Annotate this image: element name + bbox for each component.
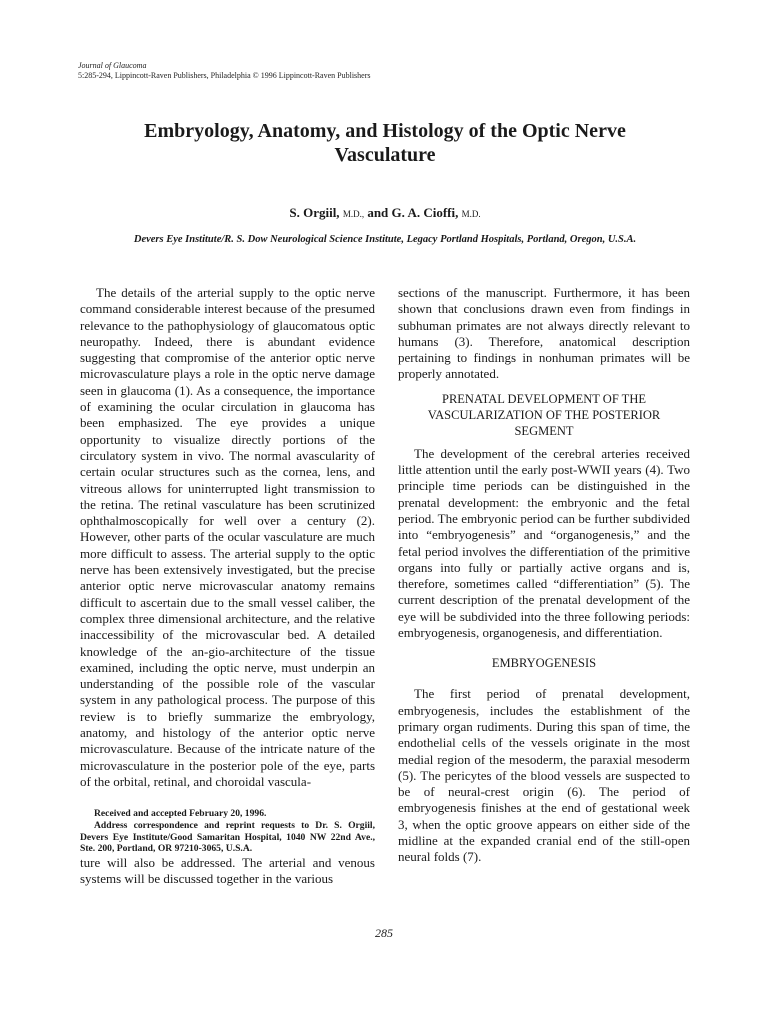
author-1-degree: M.D.,: [342, 209, 365, 219]
left-column-continuation: [80, 855, 375, 888]
article-title: Embryology, Anatomy, and Histology of the Optic Nerve Vasculature: [144, 120, 626, 166]
footnote-received: Received and accepted February 20, 1996.: [94, 808, 267, 819]
journal-name: Journal of Glaucoma: [78, 61, 147, 70]
author-conjunction: and: [367, 205, 389, 220]
body-paragraph: sections of the manuscript. Furthermore, it has been shown that conclusions drawn even from findings in subhuman primates are not always directly relevant to humans (3). Therefore, anatomical description pertaining to findings in nonhuman primates will be properly annotated.: [398, 285, 690, 382]
section-heading: EMBRYOGENESIS: [491, 656, 597, 671]
journal-header: [78, 61, 371, 81]
footnote: [80, 808, 375, 855]
left-column: [80, 285, 375, 790]
body-paragraph: The first period of prenatal development, embryogenesis, includes the establishment of the primary organ rudiments. During this span of time, the endothelial cells of the vessels originate in the most medial region of the mesoderm, the paraxial mesoderm (5). The pericytes of the blood vessels are suspected to be of neural-crest origin (6). The period of embryogenesis finishes at the end of gestational week 3, when the optic groove appears on either side of the midline at the expanded cranial end of the still-open neural folds (7).: [398, 686, 690, 865]
section-heading: PRENATAL DEVELOPMENT OF THE VASCULARIZATION OF THE POSTERIOR SEGMENT: [427, 391, 661, 438]
right-column: [398, 285, 690, 866]
page-number: 285: [375, 926, 393, 940]
author-line: [100, 205, 670, 221]
author-2-degree: M.D.: [461, 209, 481, 219]
affiliation: Devers Eye Institute/R. S. Dow Neurological Science Institute, Legacy Portland Hospitals, Portland, Oregon, U.S.A.: [133, 234, 637, 245]
author-1: S. Orgiil,: [289, 205, 340, 220]
footnote-address: Address correspondence and reprint requests to Dr. S. Orgiil, Devers Eye Institute/Good Samaritan Hospital, 1040 NW 22nd Ave., Ste. 200, Portland, OR 97210-3065, U.S.A.: [80, 819, 375, 855]
body-paragraph: ture will also be addressed. The arterial and venous systems will be discussed together in the various: [80, 855, 375, 887]
body-paragraph: The development of the cerebral arteries received little attention until the early post-WWII years (4). Two principle time periods can be distinguished in the prenatal development: the embryonic and the fetal period. The embryonic period can be further subdivided into “embryogenesis” and “organogenesis,” and the fetal period involves the differentiation of the primitive organs into fully or partially active organs and is, therefore, sometimes called “differentiation” (5). The current description of the prenatal development of the eye will be subdivided into the three following periods: embryogenesis, organogenesis, and differentiation.: [398, 445, 690, 641]
journal-citation: 5:285-294, Lippincott-Raven Publishers, Philadelphia © 1996 Lippincott-Raven Publishers: [78, 71, 371, 80]
author-2: G. A. Cioffi,: [391, 205, 459, 220]
body-paragraph: The details of the arterial supply to the optic nerve command considerable interest because of the presumed relevance to the pathophysiology of glaucomatous optic neuropathy. Indeed, there is abundant evidence suggesting that compromise of the anterior optic nerve microvasculature plays a role in the optic nerve damage seen in glaucoma (1). As a consequence, the importance of examining the ocular circulation in glaucoma has been emphasized. The eye provides a unique opportunity to visualize directly portions of the circulatory system in vivo. The normal avascularity of certain ocular structures such as the cornea, lens, and vitreous allows for uninterrupted light transmission to the retina. The retinal vasculature has been scrutinized ophthalmoscopically for well over a century (2). However, other parts of the ocular vasculature are much more difficult to assess. The arterial supply to the optic nerve has been extensively investigated, but the precise anterior optic nerve microvascular anatomy remains difficult to ascertain due to the small vessel caliber, the complex three dimensional architecture, and the relative inaccessibility of the microvascular bed. A detailed knowledge of the an-gio-architecture of the tissue examined, including the optic nerve, must underpin an understanding of the possible role of the vascular system in any pathological process. The purpose of this review is to briefly summarize the embryology, anatomy, and histology of the anterior optic nerve microvasculature. Because of the intricate nature of the microvasculature in the posterior pole of the eye, parts of the orbital, retinal, and choroidal vascula-: [80, 285, 375, 789]
